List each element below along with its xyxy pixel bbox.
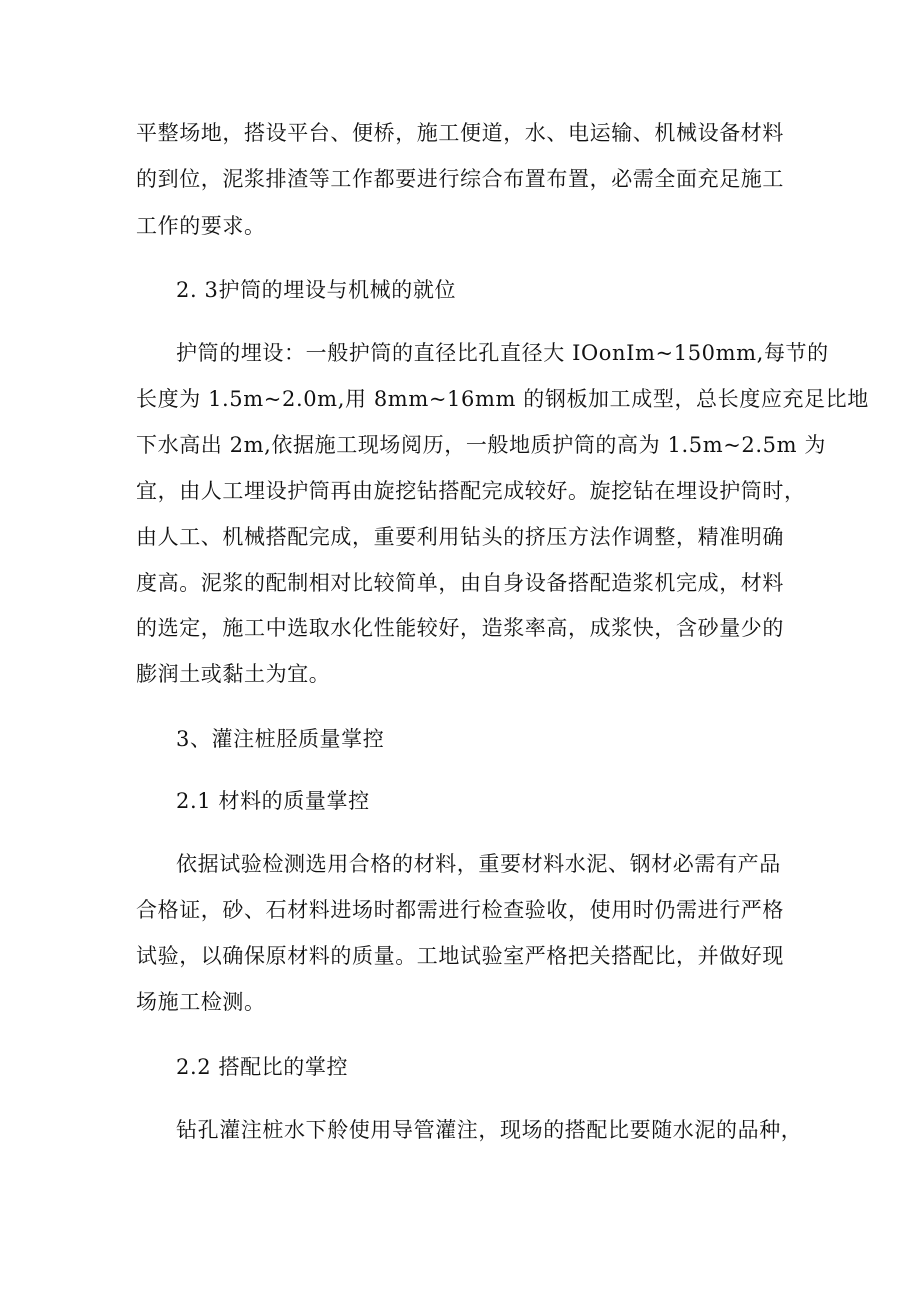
paragraph-line: 钻孔灌注桩水下舲使用导管灌注，现场的搭配比要随水泥的品种， <box>176 1118 803 1142</box>
paragraph-line: 合格证，砂、石材料进场时都需进行检查验收，使用时仍需进行严格 <box>136 898 784 922</box>
paragraph-line: 的到位，泥浆排渣等工作都要进行综合布置布置，必需全面充足施工 <box>136 167 784 191</box>
paragraph-line: 平整场地，搭设平台、便桥，施工便道，水、电运输、机械设备材料 <box>136 121 784 145</box>
paragraph-line: 的选定，施工中选取水化性能较好，造浆率高，成浆快，含砂量少的 <box>136 616 784 640</box>
section-heading: 3、灌注桩胫质量掌控 <box>176 727 385 751</box>
paragraph-line: 试验，以确保原材料的质量。工地试验室严格把关搭配比，并做好现 <box>136 944 784 968</box>
paragraph-line: 下水高出 2m,依据施工现场阅历，一般地质护筒的高为 1.5m~2.5m 为 <box>136 433 826 457</box>
paragraph-line: 度高。泥浆的配制相对比较简单，由自身设备搭配造浆机完成，材料 <box>136 571 784 595</box>
section-heading: 2.1 材料的质量掌控 <box>176 789 370 813</box>
paragraph-line: 依据试验检测选用合格的材料，重要材料水泥、钢材必需有产品 <box>176 852 781 876</box>
section-heading: 2.2 搭配比的掌控 <box>176 1055 349 1079</box>
paragraph-line: 场施工检测。 <box>136 990 266 1014</box>
paragraph-line: 长度为 1.5m~2.0m,用 8mm~16mm 的钢板加工成型，总长度应充足比地 <box>136 387 869 411</box>
paragraph-line: 工作的要求。 <box>136 214 266 238</box>
paragraph-line: 护筒的埋设：一般护筒的直径比孔直径大 IOonIm~150mm,每节的 <box>176 341 829 365</box>
section-heading: 2. 3护筒的埋设与机械的就位 <box>176 278 457 302</box>
paragraph-line: 由人工、机械搭配完成，重要利用钻头的挤压方法作调整，精准明确 <box>136 525 784 549</box>
paragraph-line: 宜，由人工埋设护筒再由旋挖钻搭配完成较好。旋挖钻在埋设护筒时， <box>136 479 806 503</box>
paragraph-line: 膨润土或黏土为宜。 <box>136 662 331 686</box>
